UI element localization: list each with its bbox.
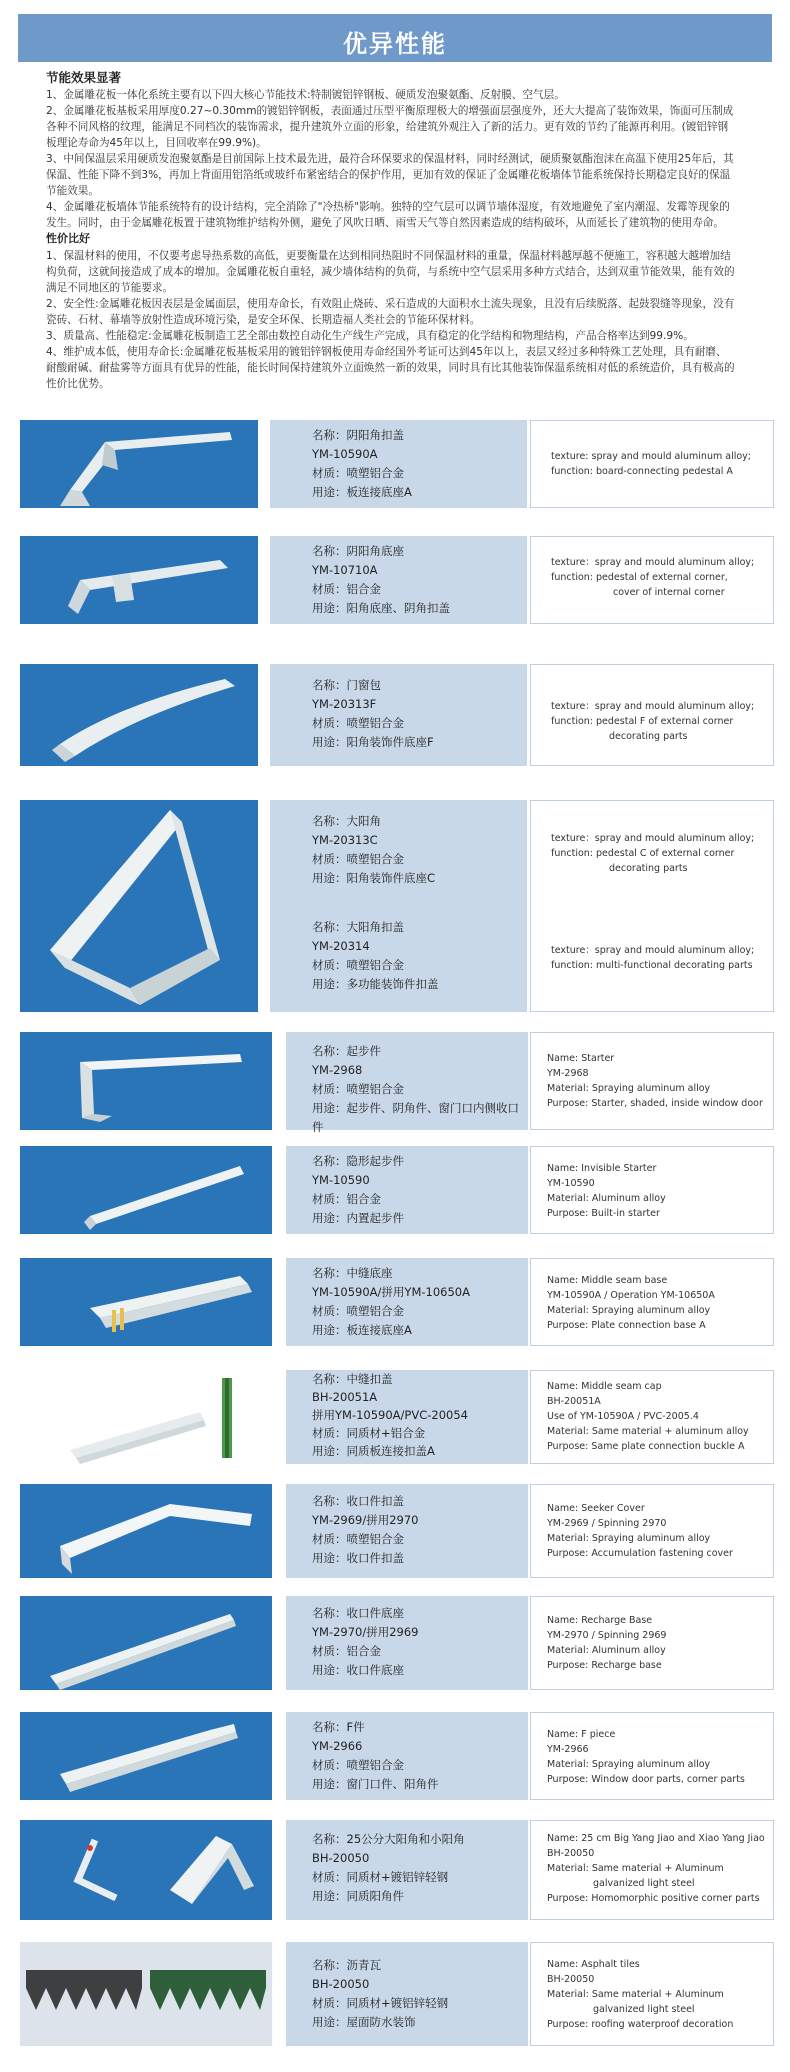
product-spec-en	[530, 1146, 774, 1234]
spec-line: 材质：铝合金	[312, 1192, 381, 1206]
spec-line: 拼用YM-10590A/PVC-20054	[312, 1408, 468, 1422]
spec-line: function: multi-functional decorating parts	[551, 960, 753, 971]
spec-line: 材质：喷塑铝合金	[312, 852, 404, 866]
spec-line: Purpose: Starter, shaded, inside window door	[547, 1098, 763, 1109]
spec-line: 材质：喷塑铝合金	[312, 716, 404, 730]
spec-line: Material: Same material + aluminum alloy	[547, 1426, 749, 1437]
spec-line: function: pedestal of external corner,	[551, 572, 728, 583]
product-spec-en	[530, 800, 774, 1012]
product-spec-cn	[286, 1370, 528, 1464]
spec-line: 用途：起步件、阴角件、窗门口内侧收口件	[312, 1101, 519, 1134]
spec-line: 名称：中缝底座	[312, 1266, 393, 1280]
product-row	[0, 1146, 790, 1234]
spec-line: function: pedestal C of external corner	[551, 848, 735, 859]
product-photo	[20, 1712, 272, 1800]
spec-line: galvanized light steel	[593, 2004, 695, 2015]
spec-line: YM-2969/拼用2970	[312, 1513, 419, 1527]
spec-line: 名称：阴阳角底座	[312, 544, 404, 558]
product-row	[0, 1370, 790, 1464]
spec-line: texture：spray and mould aluminum alloy;	[551, 833, 755, 844]
spec-line: YM-2968	[312, 1063, 363, 1077]
intro-heading-energy: 节能效果显著	[46, 70, 122, 85]
product-photo	[20, 1146, 272, 1234]
spec-line: 名称：沥青瓦	[312, 1958, 381, 1972]
spec-line: Material: Spraying aluminum alloy	[547, 1759, 711, 1770]
spec-line: YM-2969 / Spinning 2970	[547, 1518, 667, 1529]
spec-line: Purpose: Same plate connection buckle A	[547, 1441, 745, 1452]
spec-line: 名称：F件	[312, 1720, 365, 1734]
spec-line: 名称：大阳角扣盖	[312, 920, 404, 934]
product-spec-cn	[270, 664, 527, 766]
spec-line: 用途：同质板连接扣盖A	[312, 1444, 435, 1458]
spec-line: Purpose: Window door parts, corner parts	[547, 1774, 745, 1785]
spec-line: 材质：铝合金	[312, 582, 381, 596]
spec-line: YM-10590	[312, 1173, 370, 1187]
spec-line: Name: 25 cm Big Yang Jiao and Xiao Yang Jiao	[547, 1833, 765, 1844]
spec-line: 材质：喷塑铝合金	[312, 958, 404, 972]
intro-paragraph: 1、保温材料的使用，不仅要考虑导热系数的高低，更要衡量在达到相同热阻时不同保温材料的重量，保温材料越厚越不便施工，容积越大越增加结构负荷，这就间接造成了成本的增加。金属雕花板自重轻，减少墙体结构的负荷，与系统中空气层采用多种方式结合，达到双重节能效果，能有效的满足不同地区的节能要求。	[46, 250, 735, 294]
spec-line: YM-2970 / Spinning 2969	[547, 1630, 667, 1641]
product-row	[0, 1820, 790, 1920]
product-row	[0, 1258, 790, 1346]
spec-line: 名称：阴阳角扣盖	[312, 428, 404, 442]
spec-line: Purpose: Accumulation fastening cover	[547, 1548, 733, 1559]
product-photo	[20, 800, 258, 1012]
product-photo	[20, 1032, 272, 1130]
spec-line: Name: Recharge Base	[547, 1615, 653, 1626]
product-spec-en	[530, 1942, 774, 2046]
spec-line: BH-20050	[547, 1848, 595, 1859]
product-spec-en	[530, 664, 774, 766]
spec-line: 材质：同质材+镀铝锌轻钢	[312, 1870, 449, 1884]
product-photo	[20, 536, 258, 624]
spec-line: 材质：喷塑铝合金	[312, 1304, 404, 1318]
product-row	[0, 1484, 790, 1578]
product-spec-cn	[286, 1258, 528, 1346]
spec-line: 用途：窗门口件、阳角件	[312, 1777, 439, 1791]
header-bar	[18, 14, 772, 62]
spec-line: BH-20051A	[547, 1396, 601, 1407]
product-spec-cn	[286, 1820, 528, 1920]
spec-line: Purpose: Homomorphic positive corner parts	[547, 1893, 760, 1904]
spec-line: 用途：收口件扣盖	[312, 1551, 404, 1565]
spec-line: YM-10590A	[312, 447, 378, 461]
product-spec-cn	[286, 1596, 528, 1690]
product-photo	[20, 1820, 272, 1920]
product-spec-en	[530, 1032, 774, 1130]
intro-section	[46, 70, 736, 392]
spec-line: 材质：同质材+铝合金	[312, 1426, 426, 1440]
spec-line: Material: Aluminum alloy	[547, 1193, 666, 1204]
product-spec-en	[530, 1258, 774, 1346]
spec-line: YM-2968	[547, 1068, 589, 1079]
product-photo	[20, 420, 258, 508]
spec-line: 用途：屋面防水装饰	[312, 2015, 416, 2029]
spec-line: BH-20051A	[312, 1390, 378, 1404]
product-photo	[20, 1370, 272, 1464]
spec-line: YM-10590A / Operation YM-10650A	[547, 1290, 715, 1301]
spec-line: Name: Invisible Starter	[547, 1163, 657, 1174]
product-row	[0, 1596, 790, 1690]
product-spec-en	[530, 1596, 774, 1690]
spec-line: YM-10590	[547, 1178, 595, 1189]
spec-line: Material: Spraying aluminum alloy	[547, 1083, 711, 1094]
product-row	[0, 1032, 790, 1134]
spec-line: 用途：内置起步件	[312, 1211, 404, 1225]
spec-line: function: board-connecting pedestal A	[551, 466, 733, 477]
spec-line: 用途：阳角装饰件底座C	[312, 871, 436, 885]
product-spec-cn	[270, 420, 527, 508]
spec-line: 材质：铝合金	[312, 1644, 381, 1658]
spec-line: YM-20314	[312, 939, 370, 953]
spec-line: 材质：喷塑铝合金	[312, 1082, 404, 1096]
spec-line: BH-20050	[312, 1977, 370, 1991]
spec-line: Material: Spraying aluminum alloy	[547, 1305, 711, 1316]
spec-line: texture：spray and mould aluminum alloy;	[551, 557, 755, 568]
intro-paragraph: 3、质量高、性能稳定:金属雕花板制造工艺全部由数控自动化生产线生产完成，具有稳定的化学结构和物理结构，产品合格率达到99.9%。	[46, 330, 694, 342]
product-spec-cn	[286, 1484, 528, 1578]
product-row	[0, 420, 790, 508]
spec-line: 名称：大阳角	[312, 814, 381, 828]
spec-line: texture：spray and mould aluminum alloy;	[551, 701, 755, 712]
spec-line: 材质：喷塑铝合金	[312, 1532, 404, 1546]
spec-line: 用途：板连接底座A	[312, 485, 412, 499]
page-title: 优异性能	[343, 30, 447, 58]
product-row	[0, 664, 790, 766]
spec-line: Name: Middle seam cap	[547, 1381, 662, 1392]
product-photo	[20, 1484, 272, 1578]
intro-paragraph: 2、安全性:金属雕花板因表层是金属面层，使用寿命长，有效阻止烧砖、采石造成的大面积水土流失现象，且没有后续脱落、起鼓裂缝等现象，没有瓷砖、石材、幕墙等放射性造成环境污染，是安全环保、长期造福人类社会的节能环保材料。	[46, 298, 735, 326]
intro-paragraph: 4、维护成本低，使用寿命长:金属雕花板基板采用的镀铝锌钢板使用寿命经国外考证可达到45年以上，表层又经过多种特殊工艺处理，具有耐磨、耐酸耐碱、耐盐雾等方面具有优异的性能，能长时间保持建筑外立面焕然一新的效果，同时具有比其他装饰保温系统相对低的系统造价，具有极高的性价比优势。	[46, 346, 735, 390]
spec-line: 材质：喷塑铝合金	[312, 1758, 404, 1772]
spec-line: 材质：同质材+镀铝锌轻钢	[312, 1996, 449, 2010]
spec-line: function: pedestal F of external corner	[551, 716, 734, 727]
product-spec-en	[530, 1712, 774, 1800]
spec-line: 名称：起步件	[312, 1044, 381, 1058]
spec-line: Name: Seeker Cover	[547, 1503, 645, 1514]
product-row	[0, 536, 790, 624]
spec-line: BH-20050	[547, 1974, 595, 1985]
spec-line: Material: Aluminum alloy	[547, 1645, 666, 1656]
product-photo	[20, 1258, 272, 1346]
product-spec-cn	[270, 800, 527, 1012]
spec-line: Purpose: Built-in starter	[547, 1208, 660, 1219]
spec-line: YM-20313C	[312, 833, 378, 847]
spec-line: 用途：板连接底座A	[312, 1323, 412, 1337]
spec-line: YM-2970/拼用2969	[312, 1625, 419, 1639]
spec-line: 用途：多功能装饰件扣盖	[312, 977, 439, 991]
product-spec-cn	[270, 536, 527, 624]
spec-line: decorating parts	[609, 731, 688, 742]
spec-line: cover of internal corner	[613, 587, 725, 598]
product-spec-cn	[286, 1942, 528, 2046]
intro-paragraph: 2、金属雕花板基板采用厚度0.27~0.30mm的镀铝锌钢板，表面通过压型平衡原理极大的增强面层强度外，还大大提高了装饰效果，饰面可压制成各种不同风格的纹理，能满足不同档次的装饰需求，提升建筑外立面的形象，给建筑外观注入了新的活力。更有效的节约了能源再利用。(镀铝锌钢板理论寿命为45年以上，目回收率在99.9%)。	[46, 105, 734, 149]
spec-line: YM-2966	[312, 1739, 363, 1753]
product-row	[0, 800, 790, 1012]
spec-line: Material: Same material + Aluminum	[547, 1989, 724, 2000]
spec-line: galvanized light steel	[593, 1878, 695, 1889]
product-row	[0, 1712, 790, 1800]
spec-line: Name: Middle seam base	[547, 1275, 668, 1286]
product-row	[0, 1942, 790, 2046]
intro-heading-value: 性价比好	[46, 232, 90, 245]
spec-line: YM-10710A	[312, 563, 378, 577]
spec-line: 名称：25公分大阳角和小阳角	[312, 1832, 465, 1846]
spec-line: YM-20313F	[312, 697, 377, 711]
spec-line: 用途：阳角底座、阴角扣盖	[312, 601, 450, 615]
spec-line: Purpose: Recharge base	[547, 1660, 662, 1671]
spec-line: 名称：中缝扣盖	[312, 1372, 393, 1386]
spec-line: texture：spray and mould aluminum alloy;	[551, 945, 755, 956]
intro-paragraph: 3、中间保温层采用硬质发泡聚氨酯是目前国际上技术最先进，最符合环保要求的保温材料，同时经测试，硬质聚氨酯泡沫在高温下使用25年后，其保温、性能下降不到3%，再加上背面用铝箔纸或玻纤布紧密结合的保护作用，更加有效的保证了金属雕花板墙体节能系统保持长期稳定良好的保温节能效果。	[46, 153, 734, 197]
product-photo	[20, 1596, 272, 1690]
spec-line: 名称：门窗包	[312, 678, 381, 692]
intro-paragraph: 4、金属雕花板墙体节能系统特有的设计结构，完全消除了"冷热桥"影响。独特的空气层可以调节墙体湿度，有效地避免了室内潮湿、发霉等现象的发生。同时，由于金属雕花板置于建筑物维护结构外侧，避免了风吹日晒、雨雪天气等自然因素造成的结构破坏，从而延长了建筑物的使用寿命。	[46, 201, 730, 229]
spec-line: 用途：阳角装饰件底座F	[312, 735, 434, 749]
spec-line: Name: Starter	[547, 1053, 615, 1064]
spec-line: YM-10590A/拼用YM-10650A	[312, 1285, 470, 1299]
spec-line: 材质：喷塑铝合金	[312, 466, 404, 480]
product-spec-cn	[286, 1712, 528, 1800]
spec-line: Purpose: Plate connection base A	[547, 1320, 706, 1331]
product-spec-en	[530, 1484, 774, 1578]
product-spec-en	[530, 536, 774, 624]
spec-line: 名称：收口件底座	[312, 1606, 404, 1620]
spec-line: 用途：同质阳角件	[312, 1889, 404, 1903]
spec-line: 用途：收口件底座	[312, 1663, 404, 1677]
product-spec-cn	[286, 1146, 528, 1234]
product-photo	[20, 664, 258, 766]
spec-line: Material: Same material + Aluminum	[547, 1863, 724, 1874]
spec-line: YM-2966	[547, 1744, 589, 1755]
product-spec-en	[530, 1370, 774, 1464]
spec-line: BH-20050	[312, 1851, 370, 1865]
spec-line: Purpose: roofing waterproof decoration	[547, 2019, 734, 2030]
spec-line: 名称：收口件扣盖	[312, 1494, 404, 1508]
intro-paragraph: 1、金属雕花板一体化系统主要有以下四大核心节能技术:特制镀铝锌钢板、硬质发泡聚氨酯、反射膜、空气层。	[46, 89, 565, 101]
spec-line: Name: F piece	[547, 1729, 616, 1740]
product-spec-cn	[286, 1032, 528, 1134]
spec-line: Name: Asphalt tiles	[547, 1959, 640, 1970]
spec-line: texture: spray and mould aluminum alloy;	[551, 451, 751, 462]
spec-line: Use of YM-10590A / PVC-2005.4	[547, 1411, 699, 1422]
spec-line: 名称：隐形起步件	[312, 1154, 404, 1168]
spec-line: decorating parts	[609, 863, 688, 874]
product-photo	[20, 1942, 272, 2046]
product-spec-en	[530, 420, 774, 508]
product-spec-en	[530, 1820, 774, 1920]
spec-line: Material: Spraying aluminum alloy	[547, 1533, 711, 1544]
